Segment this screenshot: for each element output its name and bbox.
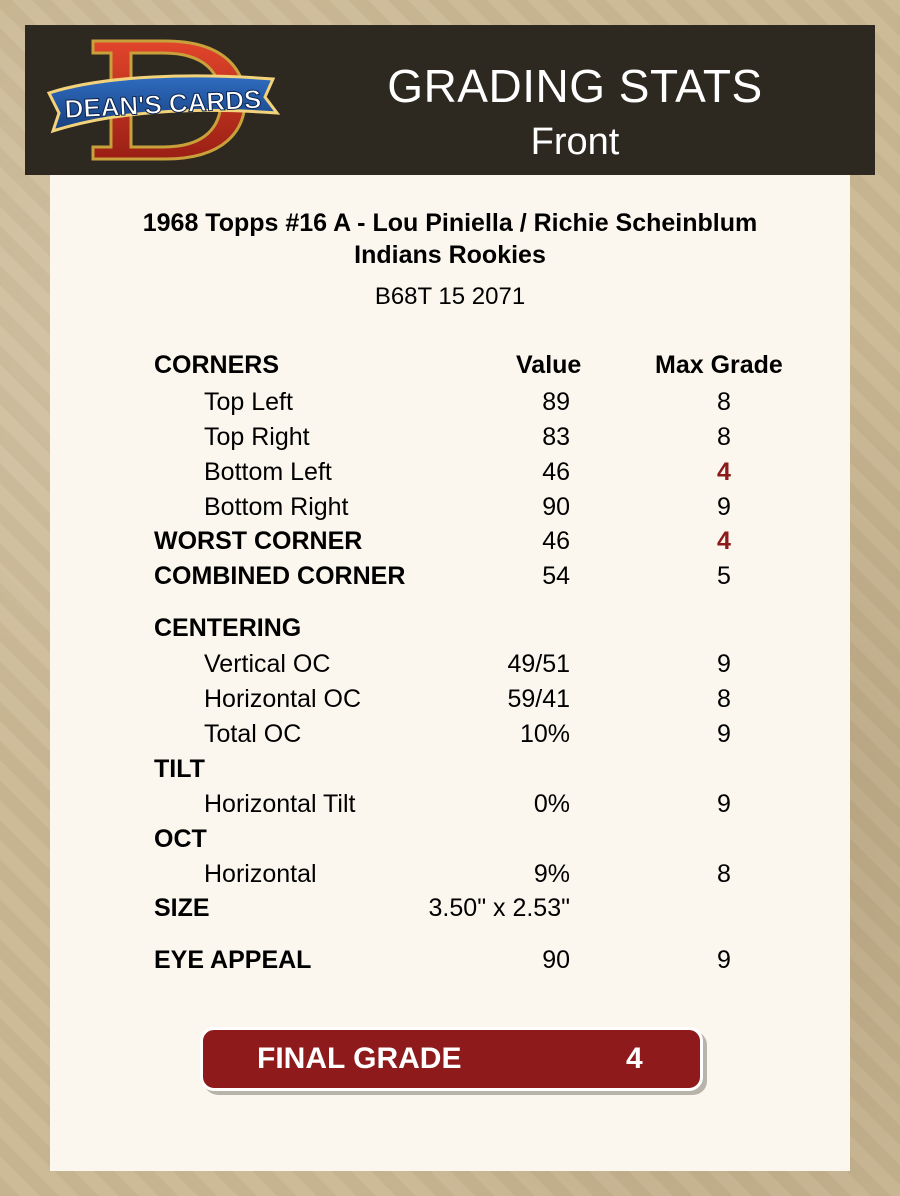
max-grade-column-header: Max Grade [655,351,783,379]
row-label: Horizontal OC [204,685,361,713]
centering-label: CENTERING [154,614,302,642]
row-label: Horizontal [204,860,317,888]
table-row [50,650,850,680]
size-value: 3.50" x 2.53" [428,894,570,922]
eye-appeal-max-grade: 9 [717,946,731,974]
worst-corner-label: WORST CORNER [154,527,363,555]
oct-label: OCT [154,825,207,853]
row-max-grade: 9 [717,790,731,818]
row-value: 46 [542,458,570,486]
final-grade-label: FINAL GRADE [257,1042,462,1075]
row-value: 89 [542,388,570,416]
final-grade-value: 4 [626,1042,643,1075]
table-row [50,493,850,523]
page-title: GRADING STATS [387,60,763,112]
tilt-header-row [50,755,850,785]
tilt-label: TILT [154,755,205,783]
combined-corner-row [50,562,850,592]
row-label: Horizontal Tilt [204,790,356,818]
logo-text: DEAN'S CARDS [63,83,263,125]
row-max-grade: 4 [717,458,731,486]
row-max-grade: 8 [717,388,731,416]
card-title: 1968 Topps #16 A - Lou Piniella / Richie Scheinblum [142,209,758,237]
card-code: B68T 15 2071 [374,283,526,310]
combined-corner-max-grade: 5 [717,562,731,590]
eye-appeal-label: EYE APPEAL [154,946,312,974]
grading-panel [50,175,850,1171]
worst-corner-max-grade: 4 [717,527,731,555]
header [25,25,875,175]
row-value: 59/41 [507,685,570,713]
row-value: 10% [519,720,570,748]
table-row [50,458,850,488]
worst-corner-row [50,527,850,557]
corners-header-row [50,351,850,381]
table-row [50,685,850,715]
deans-cards-logo [45,35,280,165]
combined-corner-label: COMBINED CORNER [154,562,406,590]
table-row [50,790,850,820]
row-label: Top Right [204,423,310,451]
row-max-grade: 8 [717,860,731,888]
centering-header-row [50,614,850,644]
size-row [50,894,850,924]
table-row [50,720,850,750]
row-label: Bottom Left [204,458,332,486]
table-row [50,860,850,890]
table-row [50,423,850,453]
row-max-grade: 9 [717,720,731,748]
worst-corner-value: 46 [542,527,570,555]
row-max-grade: 8 [717,423,731,451]
row-value: 9% [533,860,570,888]
card-subtitle: Indians Rookies [354,241,546,269]
oct-header-row [50,825,850,855]
row-max-grade: 9 [717,650,731,678]
row-label: Vertical OC [204,650,331,678]
final-grade-banner [200,1027,703,1091]
row-label: Top Left [204,388,293,416]
row-max-grade: 8 [717,685,731,713]
eye-appeal-value: 90 [542,946,570,974]
size-label: SIZE [154,894,210,922]
table-row [50,388,850,418]
combined-corner-value: 54 [542,562,570,590]
page-subtitle: Front [530,121,620,163]
value-column-header: Value [516,351,582,379]
row-value: 90 [542,493,570,521]
row-value: 83 [542,423,570,451]
row-value: 0% [533,790,570,818]
row-label: Bottom Right [204,493,349,521]
row-max-grade: 9 [717,493,731,521]
row-value: 49/51 [507,650,570,678]
row-label: Total OC [204,720,302,748]
corners-label: CORNERS [154,351,280,379]
eye-appeal-row [50,946,850,976]
